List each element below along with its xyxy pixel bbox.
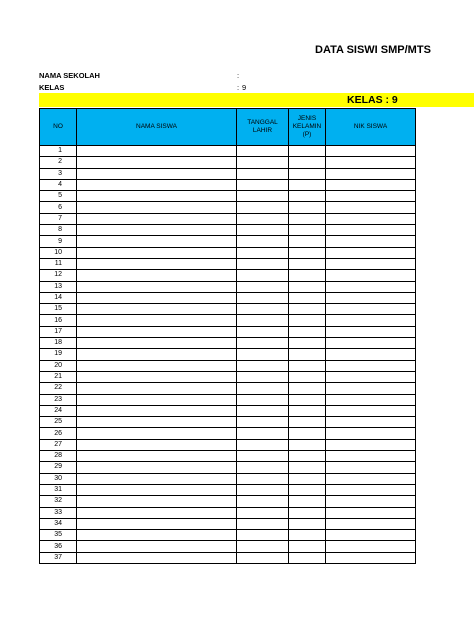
cell-no: 2 xyxy=(40,157,77,168)
cell-no: 20 xyxy=(40,360,77,371)
table-row xyxy=(40,451,416,462)
cell-name xyxy=(77,405,237,416)
cell-nik xyxy=(326,213,416,224)
table-row xyxy=(40,292,416,303)
table-row xyxy=(40,383,416,394)
cell-no: 3 xyxy=(40,168,77,179)
table-row xyxy=(40,496,416,507)
cell-nik xyxy=(326,270,416,281)
field-label: NAMA SEKOLAH xyxy=(39,71,100,80)
cell-name xyxy=(77,281,237,292)
cell-nik xyxy=(326,179,416,190)
cell-birth-date xyxy=(237,168,289,179)
cell-name xyxy=(77,247,237,258)
table-row xyxy=(40,213,416,224)
cell-no: 14 xyxy=(40,292,77,303)
table-header-row xyxy=(40,109,416,146)
cell-nik xyxy=(326,428,416,439)
cell-gender xyxy=(289,179,326,190)
cell-no: 33 xyxy=(40,507,77,518)
cell-gender xyxy=(289,247,326,258)
cell-nik xyxy=(326,202,416,213)
table-row xyxy=(40,405,416,416)
cell-name xyxy=(77,213,237,224)
cell-birth-date xyxy=(237,360,289,371)
table-row xyxy=(40,552,416,563)
cell-no: 23 xyxy=(40,394,77,405)
cell-nik xyxy=(326,552,416,563)
cell-birth-date xyxy=(237,338,289,349)
cell-gender xyxy=(289,518,326,529)
cell-no: 25 xyxy=(40,417,77,428)
cell-nik xyxy=(326,326,416,337)
cell-gender xyxy=(289,236,326,247)
cell-no: 13 xyxy=(40,281,77,292)
cell-birth-date xyxy=(237,417,289,428)
cell-no: 1 xyxy=(40,146,77,157)
cell-gender xyxy=(289,349,326,360)
student-table xyxy=(39,108,416,564)
header-birth-line: TANGGAL xyxy=(247,119,278,126)
field-school-name xyxy=(39,70,279,82)
cell-no: 17 xyxy=(40,326,77,337)
cell-name xyxy=(77,191,237,202)
cell-no: 21 xyxy=(40,371,77,382)
cell-name xyxy=(77,236,237,247)
cell-birth-date xyxy=(237,530,289,541)
cell-nik xyxy=(326,541,416,552)
table-row xyxy=(40,541,416,552)
cell-nik xyxy=(326,439,416,450)
cell-name xyxy=(77,439,237,450)
cell-gender xyxy=(289,338,326,349)
header-gender-line: JENIS xyxy=(297,115,317,122)
cell-no: 5 xyxy=(40,191,77,202)
cell-gender xyxy=(289,315,326,326)
cell-birth-date xyxy=(237,247,289,258)
cell-name xyxy=(77,168,237,179)
cell-name xyxy=(77,270,237,281)
cell-birth-date xyxy=(237,146,289,157)
table-row xyxy=(40,247,416,258)
header-gender-line: (P) xyxy=(302,131,312,138)
cell-no: 30 xyxy=(40,473,77,484)
cell-name xyxy=(77,428,237,439)
cell-name xyxy=(77,383,237,394)
cell-birth-date xyxy=(237,541,289,552)
cell-name xyxy=(77,315,237,326)
table-row xyxy=(40,338,416,349)
cell-name xyxy=(77,484,237,495)
cell-nik xyxy=(326,484,416,495)
cell-name xyxy=(77,530,237,541)
table-row xyxy=(40,439,416,450)
cell-gender xyxy=(289,371,326,382)
cell-birth-date xyxy=(237,304,289,315)
cell-nik xyxy=(326,518,416,529)
field-separator: : xyxy=(237,83,240,92)
cell-birth-date xyxy=(237,439,289,450)
cell-gender xyxy=(289,202,326,213)
cell-gender xyxy=(289,225,326,236)
table-row xyxy=(40,191,416,202)
cell-nik xyxy=(326,304,416,315)
table-row xyxy=(40,225,416,236)
table-row xyxy=(40,417,416,428)
cell-nik xyxy=(326,451,416,462)
table-row xyxy=(40,304,416,315)
field-separator: : xyxy=(237,71,240,80)
cell-name xyxy=(77,507,237,518)
cell-nik xyxy=(326,338,416,349)
table-row xyxy=(40,462,416,473)
cell-birth-date xyxy=(237,405,289,416)
header-no: NO xyxy=(40,109,77,146)
cell-nik xyxy=(326,236,416,247)
cell-name xyxy=(77,292,237,303)
cell-gender xyxy=(289,146,326,157)
table-row xyxy=(40,236,416,247)
table-row xyxy=(40,484,416,495)
table-row xyxy=(40,428,416,439)
cell-nik xyxy=(326,168,416,179)
cell-name xyxy=(77,496,237,507)
cell-name xyxy=(77,371,237,382)
cell-birth-date xyxy=(237,281,289,292)
cell-no: 7 xyxy=(40,213,77,224)
cell-gender xyxy=(289,428,326,439)
cell-birth-date xyxy=(237,349,289,360)
cell-name xyxy=(77,157,237,168)
cell-nik xyxy=(326,383,416,394)
class-banner xyxy=(39,93,474,107)
table-row xyxy=(40,360,416,371)
cell-no: 28 xyxy=(40,451,77,462)
cell-no: 35 xyxy=(40,530,77,541)
table-row xyxy=(40,258,416,269)
cell-no: 22 xyxy=(40,383,77,394)
cell-birth-date xyxy=(237,496,289,507)
table-row xyxy=(40,371,416,382)
cell-no: 11 xyxy=(40,258,77,269)
cell-nik xyxy=(326,530,416,541)
cell-gender xyxy=(289,258,326,269)
cell-name xyxy=(77,552,237,563)
cell-name xyxy=(77,202,237,213)
cell-gender xyxy=(289,383,326,394)
cell-no: 26 xyxy=(40,428,77,439)
cell-nik xyxy=(326,473,416,484)
cell-gender xyxy=(289,168,326,179)
header-gender-line: KELAMIN xyxy=(292,123,322,130)
cell-gender xyxy=(289,462,326,473)
cell-name xyxy=(77,326,237,337)
cell-gender xyxy=(289,270,326,281)
cell-name xyxy=(77,304,237,315)
cell-gender xyxy=(289,213,326,224)
table-row xyxy=(40,394,416,405)
cell-gender xyxy=(289,541,326,552)
cell-birth-date xyxy=(237,484,289,495)
table-row xyxy=(40,146,416,157)
cell-no: 15 xyxy=(40,304,77,315)
cell-gender xyxy=(289,439,326,450)
cell-birth-date xyxy=(237,225,289,236)
cell-name xyxy=(77,451,237,462)
cell-name xyxy=(77,473,237,484)
cell-birth-date xyxy=(237,315,289,326)
cell-gender xyxy=(289,473,326,484)
cell-nik xyxy=(326,146,416,157)
cell-name xyxy=(77,225,237,236)
cell-no: 34 xyxy=(40,518,77,529)
cell-nik xyxy=(326,405,416,416)
cell-birth-date xyxy=(237,270,289,281)
cell-name xyxy=(77,541,237,552)
cell-no: 36 xyxy=(40,541,77,552)
cell-nik xyxy=(326,292,416,303)
cell-gender xyxy=(289,405,326,416)
cell-birth-date xyxy=(237,451,289,462)
cell-no: 16 xyxy=(40,315,77,326)
header-nik: NIK SISWA xyxy=(326,109,416,146)
cell-no: 31 xyxy=(40,484,77,495)
cell-no: 29 xyxy=(40,462,77,473)
cell-no: 8 xyxy=(40,225,77,236)
cell-gender xyxy=(289,157,326,168)
cell-birth-date xyxy=(237,292,289,303)
cell-gender xyxy=(289,417,326,428)
cell-nik xyxy=(326,417,416,428)
cell-name xyxy=(77,518,237,529)
cell-name xyxy=(77,258,237,269)
cell-name xyxy=(77,360,237,371)
cell-nik xyxy=(326,394,416,405)
table-row xyxy=(40,473,416,484)
table-row xyxy=(40,315,416,326)
cell-birth-date xyxy=(237,213,289,224)
cell-gender xyxy=(289,496,326,507)
cell-no: 12 xyxy=(40,270,77,281)
cell-gender xyxy=(289,451,326,462)
cell-name xyxy=(77,417,237,428)
table-row xyxy=(40,349,416,360)
cell-name xyxy=(77,338,237,349)
table-row xyxy=(40,202,416,213)
cell-gender xyxy=(289,552,326,563)
cell-name xyxy=(77,179,237,190)
cell-gender xyxy=(289,304,326,315)
cell-gender xyxy=(289,326,326,337)
cell-nik xyxy=(326,315,416,326)
cell-nik xyxy=(326,281,416,292)
cell-name xyxy=(77,349,237,360)
table-row xyxy=(40,168,416,179)
cell-gender xyxy=(289,394,326,405)
cell-birth-date xyxy=(237,518,289,529)
cell-nik xyxy=(326,258,416,269)
cell-name xyxy=(77,462,237,473)
cell-birth-date xyxy=(237,552,289,563)
field-label: KELAS xyxy=(39,83,65,92)
cell-no: 6 xyxy=(40,202,77,213)
cell-nik xyxy=(326,191,416,202)
cell-no: 32 xyxy=(40,496,77,507)
cell-nik xyxy=(326,349,416,360)
cell-birth-date xyxy=(237,157,289,168)
cell-no: 19 xyxy=(40,349,77,360)
cell-birth-date xyxy=(237,326,289,337)
table-row xyxy=(40,518,416,529)
cell-gender xyxy=(289,281,326,292)
cell-birth-date xyxy=(237,507,289,518)
table-row xyxy=(40,179,416,190)
cell-no: 18 xyxy=(40,338,77,349)
field-value: 9 xyxy=(242,83,247,92)
table-body xyxy=(40,146,416,564)
header-name: NAMA SISWA xyxy=(77,109,237,146)
cell-nik xyxy=(326,157,416,168)
cell-no: 37 xyxy=(40,552,77,563)
cell-gender xyxy=(289,484,326,495)
cell-nik xyxy=(326,247,416,258)
header-birth-line: LAHIR xyxy=(252,127,273,134)
cell-nik xyxy=(326,496,416,507)
cell-birth-date xyxy=(237,202,289,213)
cell-no: 27 xyxy=(40,439,77,450)
cell-no: 9 xyxy=(40,236,77,247)
cell-no: 4 xyxy=(40,179,77,190)
table-row xyxy=(40,507,416,518)
cell-nik xyxy=(326,225,416,236)
table-row xyxy=(40,157,416,168)
cell-nik xyxy=(326,462,416,473)
cell-name xyxy=(77,394,237,405)
cell-birth-date xyxy=(237,179,289,190)
cell-birth-date xyxy=(237,258,289,269)
cell-nik xyxy=(326,507,416,518)
cell-gender xyxy=(289,360,326,371)
cell-no: 24 xyxy=(40,405,77,416)
cell-no: 10 xyxy=(40,247,77,258)
cell-gender xyxy=(289,530,326,541)
cell-birth-date xyxy=(237,383,289,394)
cell-nik xyxy=(326,360,416,371)
cell-birth-date xyxy=(237,473,289,484)
table-row xyxy=(40,270,416,281)
table-row xyxy=(40,281,416,292)
document-title: DATA SISWI SMP/MTS xyxy=(315,44,431,56)
class-banner-text: KELAS : 9 xyxy=(347,94,398,106)
cell-gender xyxy=(289,507,326,518)
cell-gender xyxy=(289,292,326,303)
cell-birth-date xyxy=(237,236,289,247)
cell-birth-date xyxy=(237,371,289,382)
cell-name xyxy=(77,146,237,157)
header-gender xyxy=(289,109,326,146)
header-birth-date xyxy=(237,109,289,146)
cell-birth-date xyxy=(237,394,289,405)
table-row xyxy=(40,530,416,541)
cell-nik xyxy=(326,371,416,382)
table-row xyxy=(40,326,416,337)
cell-birth-date xyxy=(237,428,289,439)
cell-gender xyxy=(289,191,326,202)
cell-birth-date xyxy=(237,462,289,473)
cell-birth-date xyxy=(237,191,289,202)
